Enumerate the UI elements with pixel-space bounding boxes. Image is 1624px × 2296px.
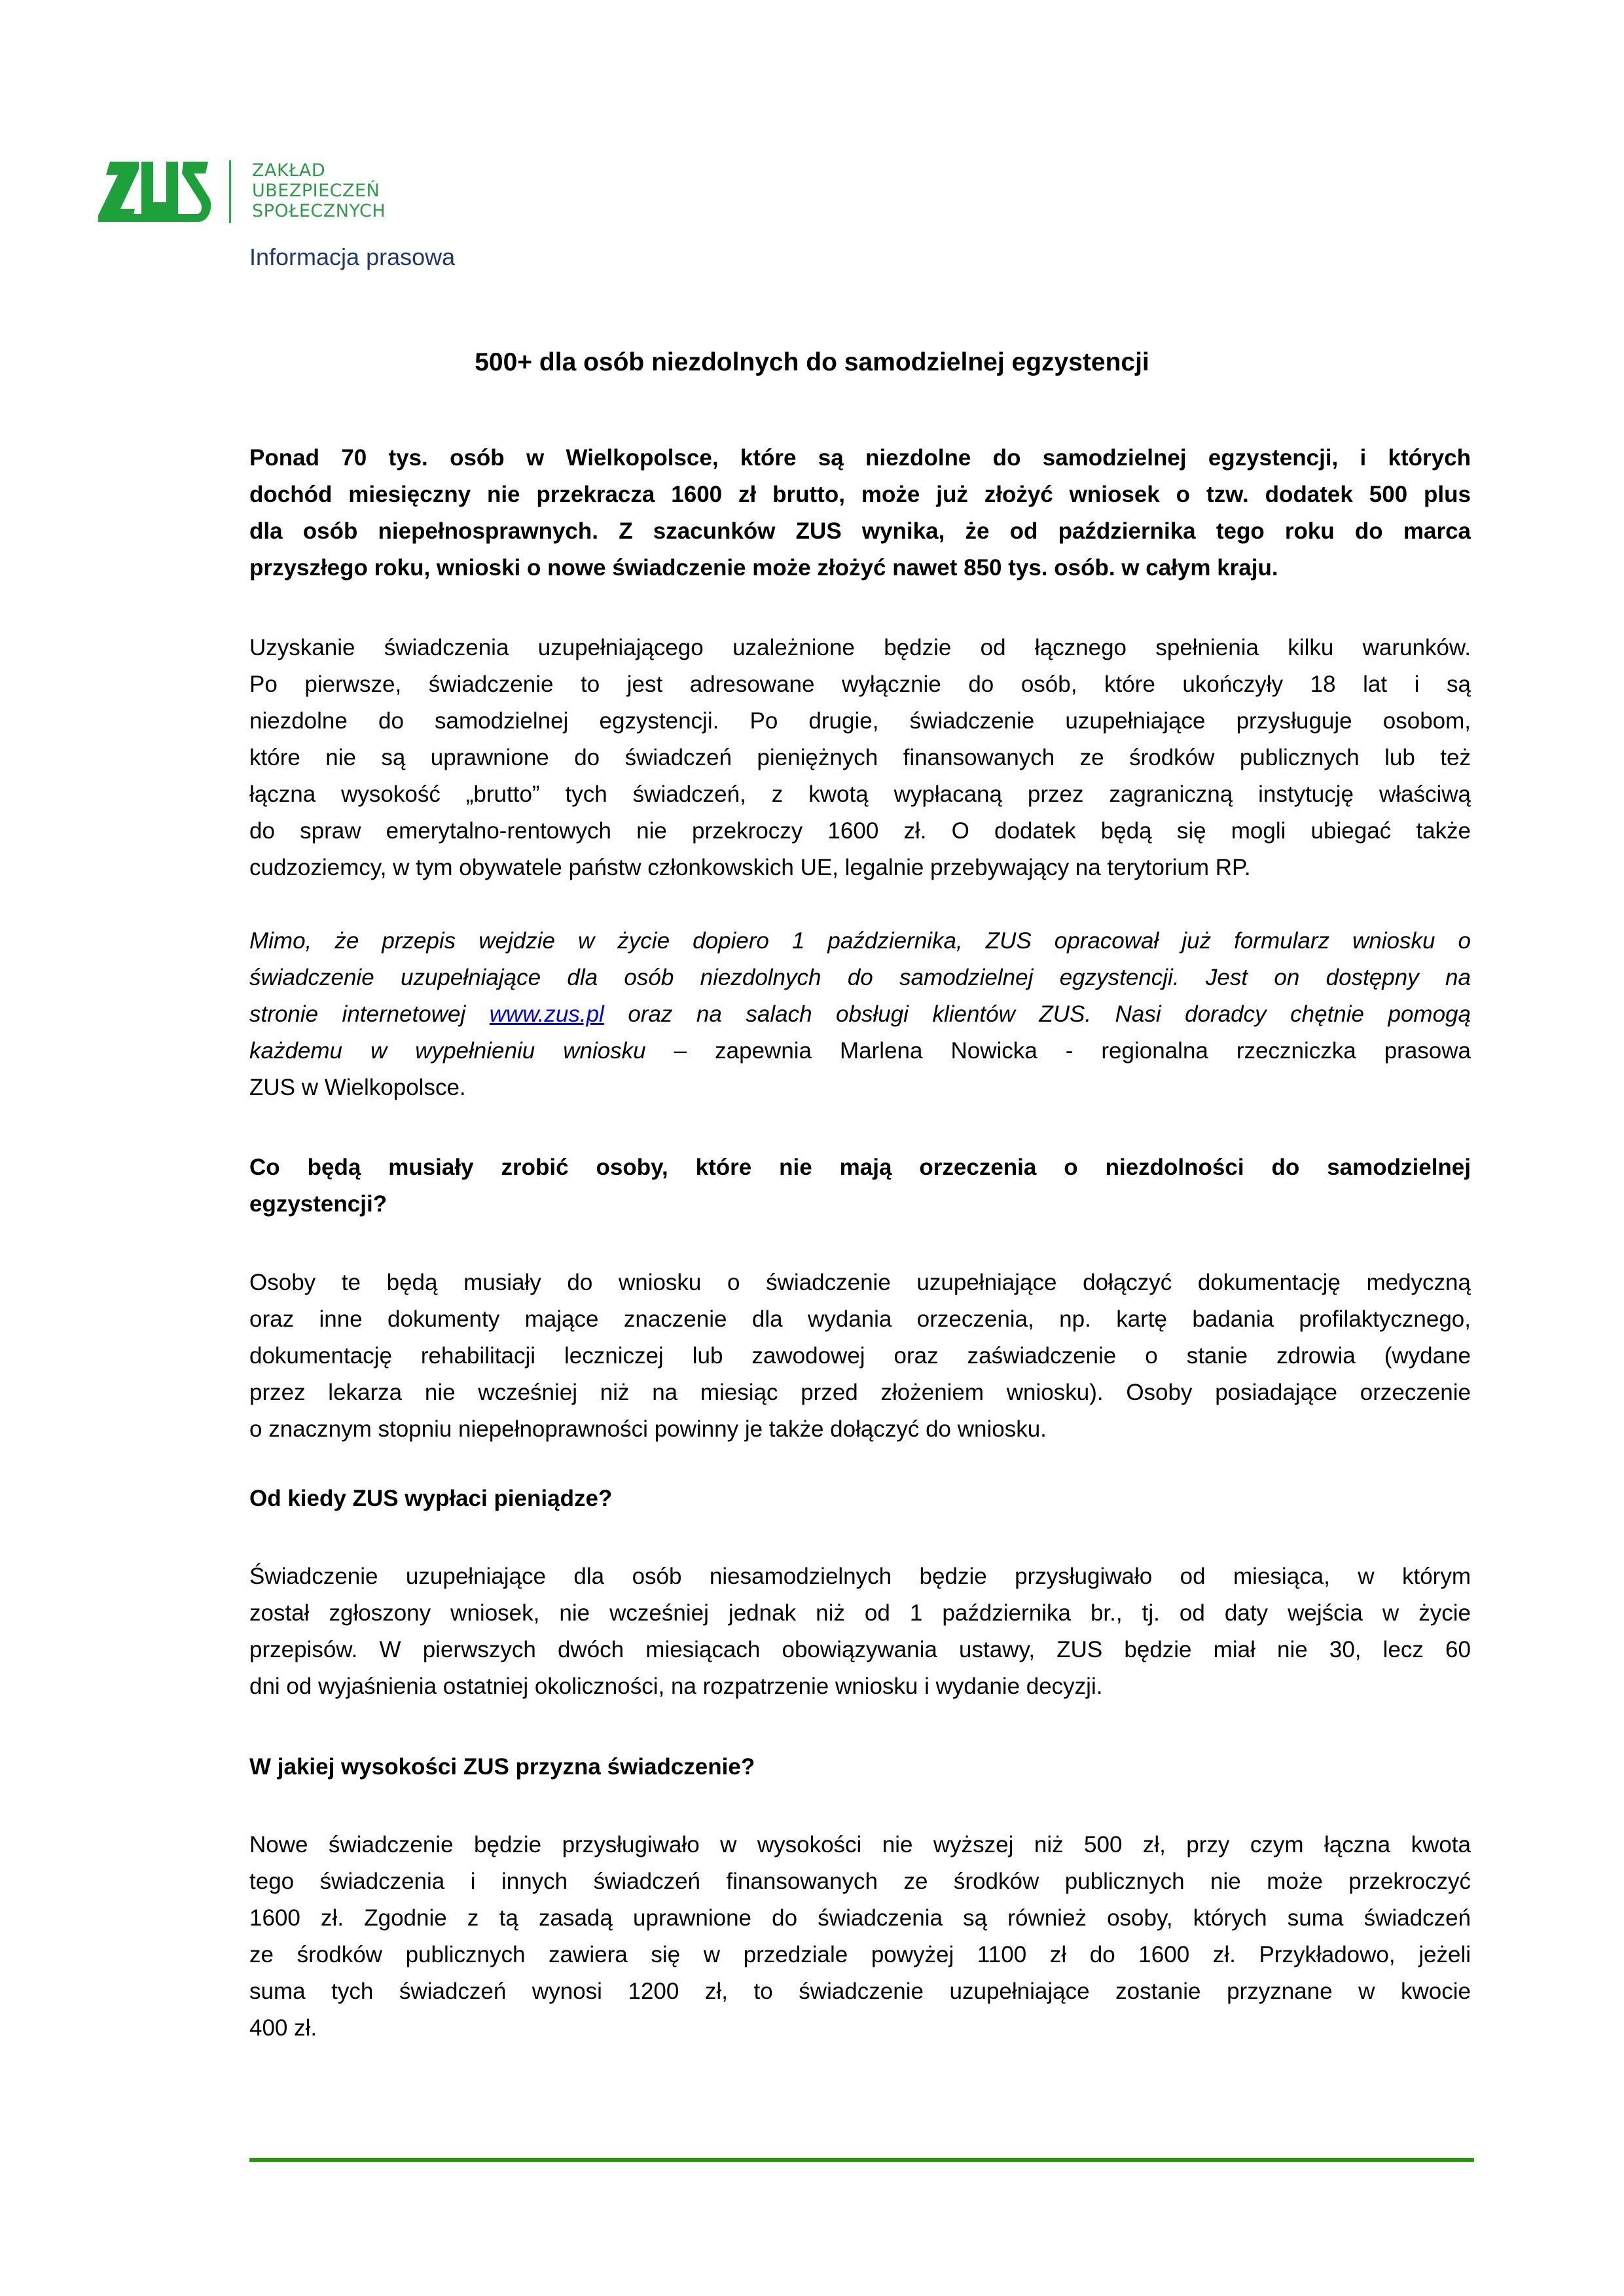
text-line: suma tych świadczeń wynosi 1200 zł, to świadczenie uzupełniające zostanie przyznane w kwocie xyxy=(249,1979,1471,2004)
section-heading-payment-start xyxy=(249,1480,1471,1517)
text-line: tego świadczenia i innych świadczeń finansowanych ze środków publicznych nie może przekroczyć xyxy=(249,1869,1471,1894)
heading-line: Co będą musiały zrobić osoby, które nie mają orzeczenia o niezdolności do samodzielnej xyxy=(249,1155,1471,1180)
text-line xyxy=(249,1033,1471,1069)
text-line: łączna wysokość „brutto” tych świadczeń, z kwotą wypłacaną przez zagraniczną instytucję właściwą xyxy=(249,781,1471,807)
zus-website-link[interactable]: www.zus.pl xyxy=(489,1001,604,1027)
text-line: świadczenie uzupełniające dla osób niezdolnych do samodzielnej egzystencji. Jest on dostępny na xyxy=(249,965,1471,990)
paragraph-conditions xyxy=(249,630,1471,886)
text-line: ZUS w Wielkopolsce. xyxy=(249,1075,466,1100)
text-line: Ponad 70 tys. osób w Wielkopolsce, które są niezdolne do samodzielnej egzystencji, i których xyxy=(249,445,1471,471)
logo-line: UBEZPIECZEŃ xyxy=(252,181,380,201)
text-span: stronie internetowej xyxy=(249,1001,490,1027)
text-line: Uzyskanie świadczenia uzupełniającego uzależnione będzie od łącznego spełnienia kilku warunków. xyxy=(249,635,1471,660)
text-line: dni od wyjaśnienia ostatniej okoliczności, na rozpatrzenie wniosku i wydanie decyzji. xyxy=(249,1674,1103,1699)
text-line: Nowe świadczenie będzie przysługiwało w wysokości nie wyższej niż 500 zł, przy czym łączna kwota xyxy=(249,1832,1471,1857)
text-line: które nie są uprawnione do świadczeń pieniężnych finansowanych ze środków publicznych lub też xyxy=(249,745,1471,770)
text-line: do spraw emerytalno-rentowych nie przekroczy 1600 zł. O dodatek będą się mogli ubiegać także xyxy=(249,818,1471,844)
text-span: każdemu w wypełnieniu wniosku xyxy=(249,1038,674,1064)
text-line: Po pierwsze, świadczenie to jest adresowane wyłącznie do osób, które ukończyły 18 lat i są xyxy=(249,672,1471,697)
text-line: dokumentację rehabilitacji leczniczej lub zawodowej oraz zaświadczenie o stanie zdrowia (wydane xyxy=(249,1343,1471,1369)
paragraph-no-certificate xyxy=(249,1265,1471,1448)
logo-wordmark xyxy=(252,160,386,221)
paragraph-amount xyxy=(249,1827,1471,2047)
text-line: dochód miesięczny nie przekracza 1600 zł brutto, może już złożyć wniosek o tzw. dodatek 500 plus xyxy=(249,482,1471,507)
zus-logo xyxy=(98,159,406,224)
paragraph-payment-start xyxy=(249,1558,1471,1705)
text-line: został zgłoszony wniosek, nie wcześniej jednak niż od 1 października br., tj. od daty wejścia w życie xyxy=(249,1600,1471,1626)
footer-divider xyxy=(249,2158,1474,2162)
text-line: Mimo, że przepis wejdzie w życie dopiero 1 października, ZUS opracował już formularz wniosku o xyxy=(249,928,1471,954)
heading-line: egzystencji? xyxy=(249,1191,388,1217)
text-line: Świadczenie uzupełniające dla osób niesamodzielnych będzie przysługiwało od miesiąca, w którym xyxy=(249,1564,1471,1589)
text-line: niezdolne do samodzielnej egzystencji. Po drugie, świadczenie uzupełniające przysługuje osobom, xyxy=(249,708,1471,734)
logo-divider xyxy=(229,160,231,223)
text-line: dla osób niepełnosprawnych. Z szacunków ZUS wynika, że od października tego roku do marca xyxy=(249,518,1471,544)
section-heading-no-certificate xyxy=(249,1149,1471,1223)
heading-line: W jakiej wysokości ZUS przyzna świadczenie? xyxy=(249,1754,755,1780)
press-release-label: Informacja prasowa xyxy=(249,243,456,270)
page-title: 500+ dla osób niezdolnych do samodzielnej egzystencji xyxy=(475,348,1149,376)
text-line: 1600 zł. Zgodnie z tą zasadą uprawnione do świadczenia są również osoby, których suma świadczeń xyxy=(249,1905,1471,1931)
text-span: – zapewnia Marlena Nowicka - regionalna rzeczniczka prasowa xyxy=(674,1038,1471,1064)
paragraph-quote xyxy=(249,923,1471,1106)
text-line: cudzoziemcy, w tym obywatele państw członkowskich UE, legalnie przebywający na terytorium RP. xyxy=(249,855,1251,880)
zus-logo-icon xyxy=(98,159,213,224)
text-line: przepisów. W pierwszych dwóch miesiącach obowiązywania ustawy, ZUS będzie miał nie 30, lecz 60 xyxy=(249,1637,1471,1662)
text-line: oraz inne dokumenty mające znaczenie dla wydania orzeczenia, np. kartę badania profilaktycznego, xyxy=(249,1306,1471,1332)
text-line xyxy=(249,996,1471,1033)
text-line: 400 zł. xyxy=(249,2015,317,2041)
section-heading-amount xyxy=(249,1749,1471,1785)
heading-line: Od kiedy ZUS wypłaci pieniądze? xyxy=(249,1486,613,1511)
text-span: oraz na salach obsługi klientów ZUS. Nasi doradcy chętnie pomogą xyxy=(604,1001,1471,1027)
logo-line: ZAKŁAD xyxy=(252,160,326,181)
text-line: o znacznym stopniu niepełnoprawności powinny je także dołączyć do wniosku. xyxy=(249,1416,1047,1442)
logo-line: SPOŁECZNYCH xyxy=(252,201,386,221)
text-line: przyszłego roku, wnioski o nowe świadczenie może złożyć nawet 850 tys. osób. w całym kraju. xyxy=(249,555,1278,581)
text-line: przez lekarza nie wcześniej niż na miesiąc przed złożeniem wniosku). Osoby posiadające orzeczenie xyxy=(249,1380,1471,1405)
lead-paragraph xyxy=(249,440,1471,586)
text-line: Osoby te będą musiały do wniosku o świadczenie uzupełniające dołączyć dokumentację medyczną xyxy=(249,1270,1471,1295)
text-line: ze środków publicznych zawiera się w przedziale powyżej 1100 zł do 1600 zł. Przykładowo, jeżeli xyxy=(249,1942,1471,1967)
